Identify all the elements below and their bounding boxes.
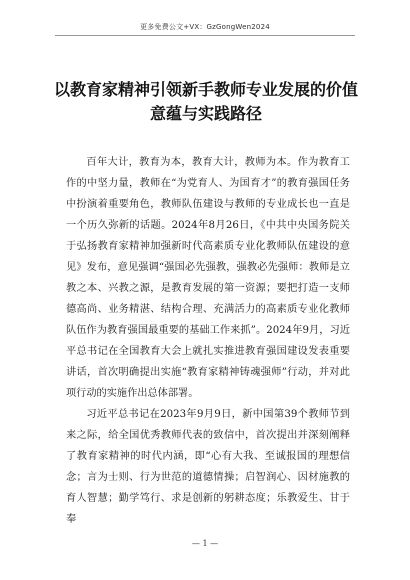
body-paragraph: 习近平总书记在2023年9月9日，新中国第39个教师节到来之际，给全国优秀教师代表的致信中，首次提出并深刻阐释了教育家精神的时代内涵，即“心有大我、至诚报国的理想信念；言为士则、行为世范的道德情操；启智润心、因材施教的育人智慧；勤学笃行、求是创新的躬耕态度；乐教爱生、甘于奉 bbox=[66, 409, 350, 525]
body-paragraph: 百年大计，教育为本，教育大计，教师为本。作为教育工作的中坚力量，教师在“为党育人、为国育才”的教育强国任务中扮演着重要角色，教师队伍建设与教师的专业成长也一直是一个历久弥新的话题。2024年8月26日，《中共中央国务院关于弘扬教育家精神加强新时代高素质专业化教师队伍建设的意见》发布，意见强调“强国必先强教，强教必先强师：教师是立教之本、兴教之源，是教育发展的第一资源；要把打造一支师德高尚、业务精湛、结构合理、充满活力的高素质专业化教师队伍作为教育强国最重要的基础工作来抓”。2024年9月，习近平总书记在全国教育大会上就扎实推进教育强国建设发表重要讲话，首次明确提出实施“教育家精神铸魂强师”行动，并对此项行动的实施作出总体部署。 bbox=[66, 157, 350, 399]
page-header: 更多免费公文+VX：GzGongWen2024 bbox=[140, 23, 270, 31]
page-number: — 1 — bbox=[191, 539, 219, 548]
header-divider bbox=[55, 35, 355, 36]
document-title: 以教育家精神引领新手教师专业发展的价值意蕴与实践路径 bbox=[53, 80, 358, 123]
document-body bbox=[66, 152, 350, 530]
